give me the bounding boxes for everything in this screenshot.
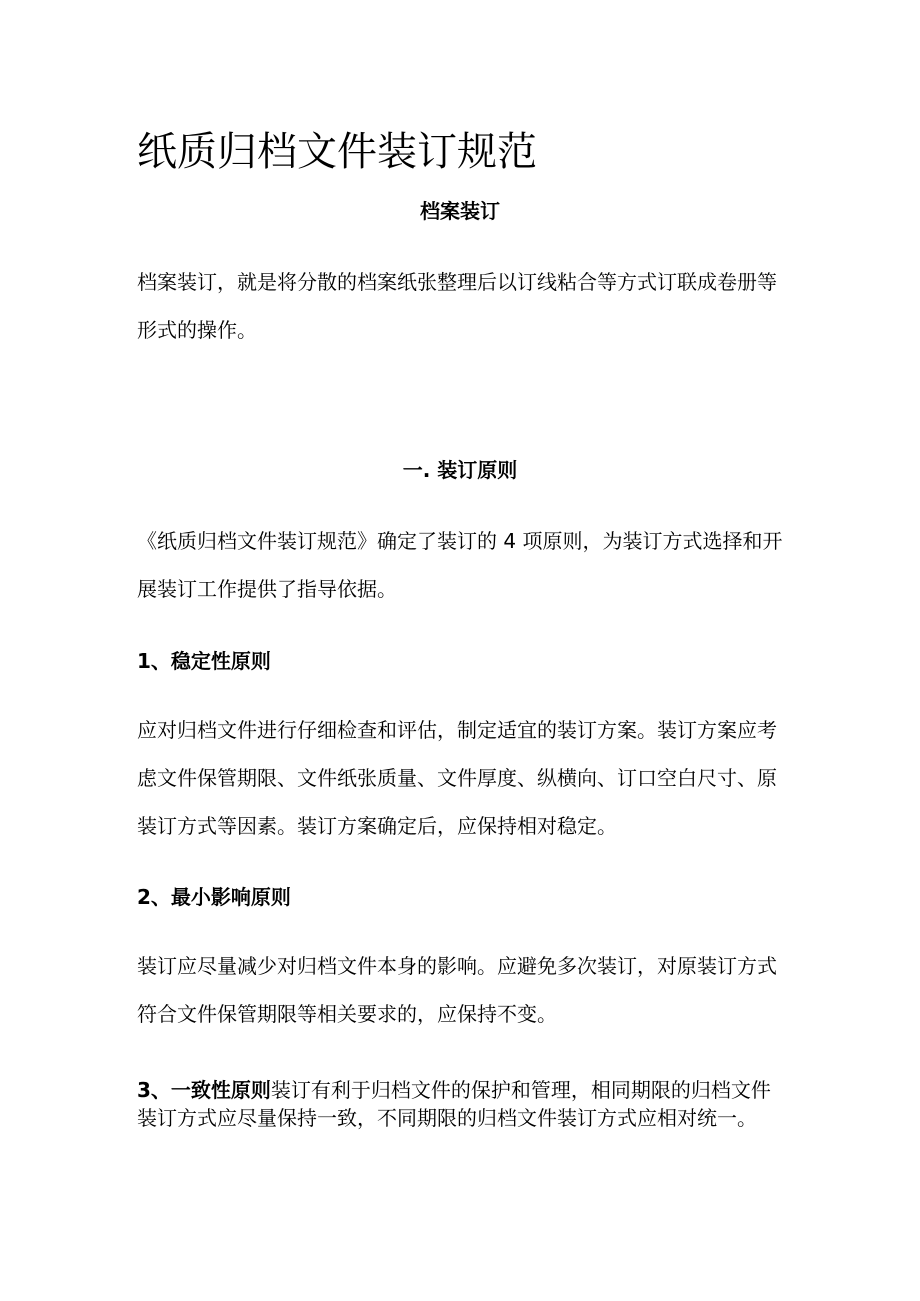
principle3-text: 装订有利于归档文件的保护和管理，相同期限的归档文件装订方式应尽量保持一致，不同期限的归档文件装订方式应相对统一。 <box>137 1078 771 1130</box>
principle3-heading: 3、一致性原则 <box>137 1078 271 1102</box>
document-title: 纸质归档文件装订规范 <box>137 129 537 175</box>
section-heading: 一. 装订原则 <box>402 458 518 482</box>
section-intro-paragraph: 《纸质归档文件装订规范》确定了装订的 4 项原则，为装订方式选择和开展装订工作提供了指导依据。 <box>137 529 783 601</box>
intro-paragraph: 档案装订，就是将分散的档案纸张整理后以订线粘合等方式订联成卷册等形式的操作。 <box>137 270 777 342</box>
principle1-heading: 1、稳定性原则 <box>137 649 271 673</box>
principle2-paragraph: 装订应尽量减少对归档文件本身的影响。应避免多次装订，对原装订方式符合文件保管期限等相关要求的，应保持不变。 <box>137 954 777 1026</box>
principle2-heading: 2、最小影响原则 <box>137 885 291 909</box>
principle3-paragraph <box>137 1076 787 1132</box>
document-subtitle: 档案装订 <box>420 199 500 223</box>
principle1-paragraph: 应对归档文件进行仔细检查和评估，制定适宜的装订方案。装订方案应考虑文件保管期限、文件纸张质量、文件厚度、纵横向、订口空白尺寸、原装订方式等因素。装订方案确定后，应保持相对稳定。 <box>137 718 777 838</box>
